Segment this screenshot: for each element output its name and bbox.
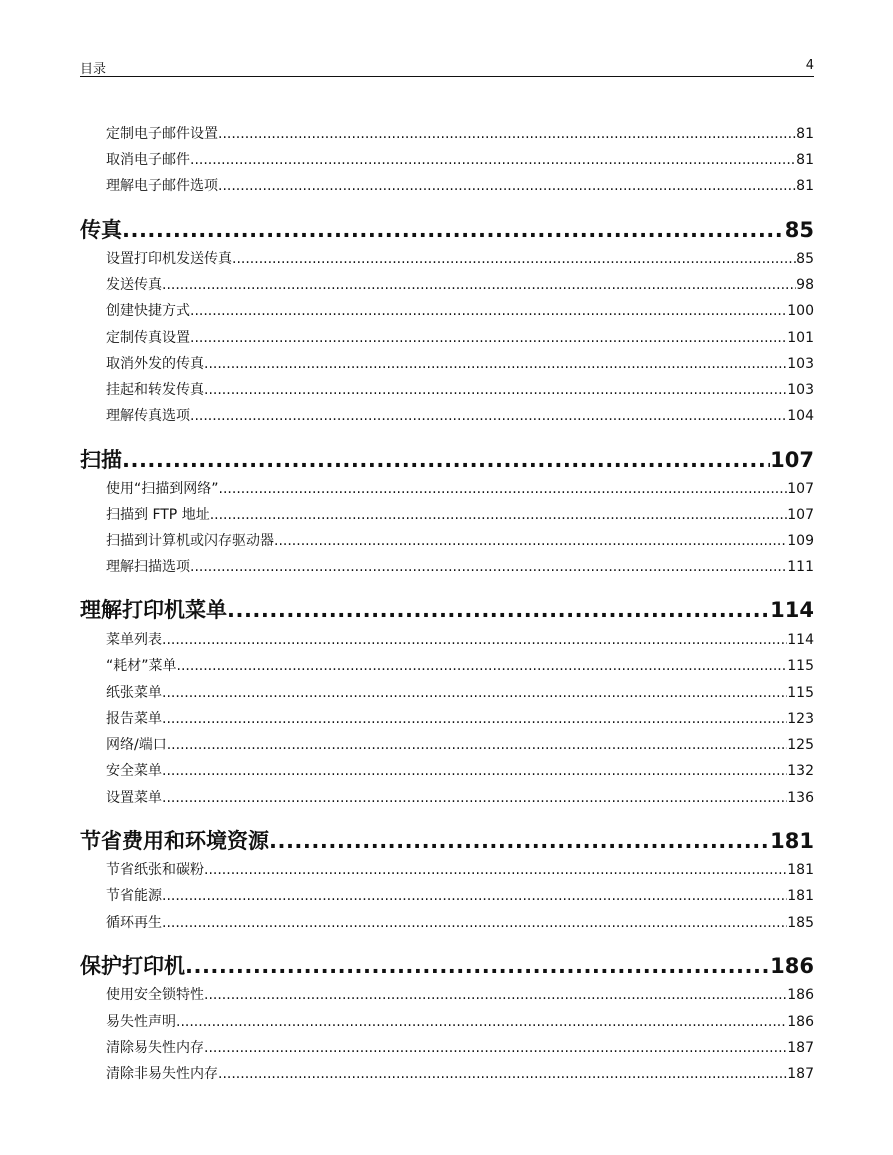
toc-entry-label: 清除非易失性内存 bbox=[106, 1066, 218, 1082]
toc-entry-page: 98 bbox=[796, 277, 814, 293]
toc-entry-page: 185 bbox=[787, 915, 814, 931]
toc-entry-label: 节省纸张和碳粉 bbox=[106, 862, 204, 878]
toc-leader bbox=[190, 328, 787, 348]
toc-chapter[interactable] bbox=[80, 596, 814, 624]
toc-entry[interactable] bbox=[106, 630, 814, 650]
toc-leader bbox=[204, 860, 787, 880]
toc-entry-label: “耗材”菜单 bbox=[106, 658, 177, 674]
toc-entry[interactable] bbox=[106, 788, 814, 808]
toc-entry-page: 136 bbox=[787, 790, 814, 806]
toc-entry-label: 定制传真设置 bbox=[106, 330, 190, 346]
toc-entry-label: 报告菜单 bbox=[106, 711, 162, 727]
toc-entry-label: 创建快捷方式 bbox=[106, 303, 190, 319]
toc-entry-label: 设置打印机发送传真 bbox=[106, 251, 232, 267]
toc-entry[interactable] bbox=[106, 761, 814, 781]
toc-entry[interactable] bbox=[106, 557, 814, 577]
toc-entry-label: 使用“扫描到网络” bbox=[106, 481, 219, 497]
toc-leader bbox=[204, 1038, 787, 1058]
toc-leader bbox=[218, 176, 796, 196]
toc-entry[interactable] bbox=[106, 380, 814, 400]
toc-chapter-label: 传真 bbox=[80, 218, 122, 242]
toc-entry-page: 111 bbox=[787, 559, 814, 575]
toc-chapter-label: 理解打印机菜单 bbox=[80, 598, 227, 622]
toc-entry-page: 104 bbox=[787, 408, 814, 424]
toc-leader bbox=[190, 150, 796, 170]
toc-leader bbox=[210, 505, 788, 525]
header-title: 目录 bbox=[80, 62, 107, 77]
toc-entry-label: 发送传真 bbox=[106, 277, 162, 293]
toc-leader bbox=[190, 301, 787, 321]
toc-chapter-label: 节省费用和环境资源 bbox=[80, 829, 269, 853]
toc-leader bbox=[190, 406, 787, 426]
toc-entry-label: 理解扫描选项 bbox=[106, 559, 190, 575]
toc-entry[interactable] bbox=[106, 886, 814, 906]
toc-entry-page: 103 bbox=[787, 382, 814, 398]
toc-entry-label: 循环再生 bbox=[106, 915, 162, 931]
toc-entry-page: 115 bbox=[787, 658, 814, 674]
toc-entry-label: 使用安全锁特性 bbox=[106, 987, 204, 1003]
toc-entry[interactable] bbox=[106, 176, 814, 196]
toc-entry-page: 81 bbox=[796, 152, 814, 168]
toc-entry-page: 81 bbox=[796, 178, 814, 194]
toc-entry[interactable] bbox=[106, 301, 814, 321]
toc-entry-label: 扫描到计算机或闪存驱动器 bbox=[106, 533, 274, 549]
toc-entry[interactable] bbox=[106, 860, 814, 880]
toc-entry[interactable] bbox=[106, 1012, 814, 1032]
toc-leader bbox=[185, 952, 770, 980]
toc-entry[interactable] bbox=[106, 985, 814, 1005]
toc-entry-page: 114 bbox=[787, 632, 814, 648]
toc-entry-page: 186 bbox=[787, 1014, 814, 1030]
toc-entry[interactable] bbox=[106, 531, 814, 551]
toc-entry[interactable] bbox=[106, 505, 814, 525]
toc-entry-label: 理解电子邮件选项 bbox=[106, 178, 218, 194]
toc-entry[interactable] bbox=[106, 479, 814, 499]
toc-chapter-label: 扫描 bbox=[80, 448, 122, 472]
toc-entry-page: 187 bbox=[787, 1040, 814, 1056]
toc-entry[interactable] bbox=[106, 406, 814, 426]
toc-entry[interactable] bbox=[106, 150, 814, 170]
toc-entry-label: 纸张菜单 bbox=[106, 685, 162, 701]
page-header bbox=[80, 58, 814, 77]
toc-leader bbox=[269, 827, 770, 855]
toc-leader bbox=[218, 124, 796, 144]
toc-entry[interactable] bbox=[106, 709, 814, 729]
toc-chapter-page: 107 bbox=[770, 448, 814, 472]
toc-entry-label: 设置菜单 bbox=[106, 790, 162, 806]
toc-entry[interactable] bbox=[106, 1064, 814, 1084]
toc-leader bbox=[122, 216, 785, 244]
toc-chapter[interactable] bbox=[80, 952, 814, 980]
toc-leader bbox=[162, 788, 787, 808]
toc-chapter-page: 85 bbox=[784, 218, 814, 242]
toc-chapter[interactable] bbox=[80, 827, 814, 855]
toc-entry-page: 181 bbox=[787, 888, 814, 904]
toc-entry-page: 81 bbox=[796, 126, 814, 142]
toc-entry[interactable] bbox=[106, 913, 814, 933]
toc-entry[interactable] bbox=[106, 275, 814, 295]
header-page-number: 4 bbox=[805, 58, 814, 73]
toc-leader bbox=[204, 380, 787, 400]
toc-entry-label: 取消外发的传真 bbox=[106, 356, 204, 372]
toc-entry-page: 125 bbox=[787, 737, 814, 753]
toc-entry[interactable] bbox=[106, 735, 814, 755]
toc-entry-page: 186 bbox=[787, 987, 814, 1003]
toc-entry[interactable] bbox=[106, 683, 814, 703]
toc-leader bbox=[162, 761, 787, 781]
toc-leader bbox=[177, 656, 788, 676]
toc-leader bbox=[122, 446, 770, 474]
toc-leader bbox=[162, 683, 787, 703]
toc-leader bbox=[227, 596, 770, 624]
toc-leader bbox=[162, 630, 787, 650]
toc-entry[interactable] bbox=[106, 124, 814, 144]
toc-entry-label: 易失性声明 bbox=[106, 1014, 176, 1030]
toc-leader bbox=[219, 479, 788, 499]
toc-chapter[interactable] bbox=[80, 446, 814, 474]
toc-leader bbox=[274, 531, 787, 551]
toc-chapter-page: 114 bbox=[770, 598, 814, 622]
toc-leader bbox=[162, 709, 787, 729]
toc-entry-label: 挂起和转发传真 bbox=[106, 382, 204, 398]
toc-leader bbox=[204, 354, 787, 374]
toc-entry-page: 101 bbox=[787, 330, 814, 346]
toc-leader bbox=[162, 913, 787, 933]
toc-chapter-label: 保护打印机 bbox=[80, 954, 185, 978]
toc-entry-label: 网络/端口 bbox=[106, 737, 167, 753]
toc-leader bbox=[162, 886, 787, 906]
toc-entry-page: 107 bbox=[787, 507, 814, 523]
toc-leader bbox=[204, 985, 787, 1005]
toc-entry-page: 103 bbox=[787, 356, 814, 372]
toc-entry-label: 清除易失性内存 bbox=[106, 1040, 204, 1056]
toc-entry-label: 扫描到 FTP 地址 bbox=[106, 507, 210, 523]
toc-entry[interactable] bbox=[106, 1038, 814, 1058]
toc-entry[interactable] bbox=[106, 354, 814, 374]
toc-entry-page: 100 bbox=[787, 303, 814, 319]
toc-leader bbox=[167, 735, 788, 755]
toc-entry-page: 123 bbox=[787, 711, 814, 727]
toc-chapter[interactable] bbox=[80, 216, 814, 244]
toc-entry[interactable] bbox=[106, 328, 814, 348]
toc-leader bbox=[232, 249, 796, 269]
toc-entry-page: 115 bbox=[787, 685, 814, 701]
toc-leader bbox=[190, 557, 787, 577]
toc-leader bbox=[162, 275, 796, 295]
toc-entry-page: 85 bbox=[796, 251, 814, 267]
toc-entry-label: 菜单列表 bbox=[106, 632, 162, 648]
toc-leader bbox=[176, 1012, 787, 1032]
toc-entry-page: 107 bbox=[787, 481, 814, 497]
toc-entry-page: 187 bbox=[787, 1066, 814, 1082]
toc-entry-label: 定制电子邮件设置 bbox=[106, 126, 218, 142]
toc-entry-label: 取消电子邮件 bbox=[106, 152, 190, 168]
toc-leader bbox=[218, 1064, 787, 1084]
toc-entry-label: 理解传真选项 bbox=[106, 408, 190, 424]
toc-entry[interactable] bbox=[106, 249, 814, 269]
toc-entry-label: 安全菜单 bbox=[106, 763, 162, 779]
toc-chapter-page: 181 bbox=[770, 829, 814, 853]
toc-chapter-page: 186 bbox=[770, 954, 814, 978]
toc-entry-page: 181 bbox=[787, 862, 814, 878]
toc-entry-page: 109 bbox=[787, 533, 814, 549]
toc-entry[interactable] bbox=[106, 656, 814, 676]
toc-entry-label: 节省能源 bbox=[106, 888, 162, 904]
toc-entry-page: 132 bbox=[787, 763, 814, 779]
